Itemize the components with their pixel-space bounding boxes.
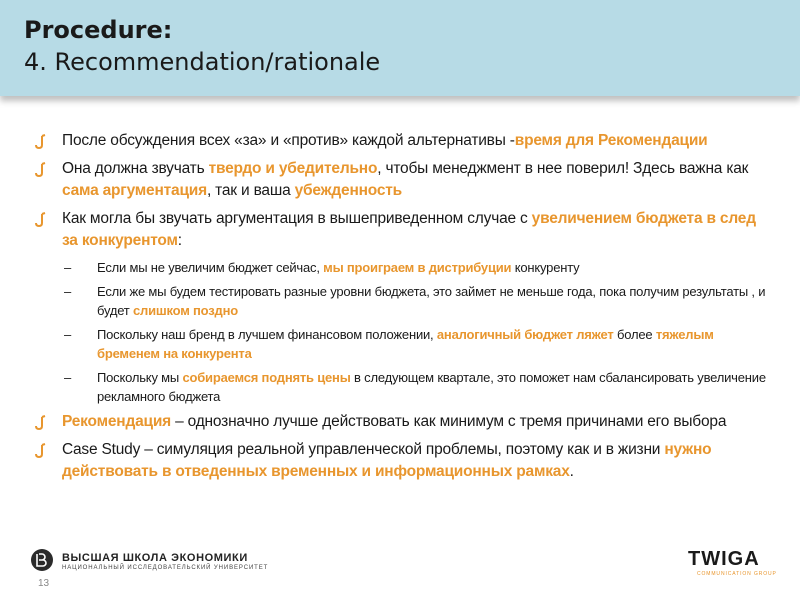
highlighted-text: аналогичный бюджет ляжет <box>436 327 614 342</box>
bullet-item <box>34 439 774 483</box>
bullet-text: Если мы не увеличим бюджет сейчас, <box>97 260 324 275</box>
bullet-item <box>34 158 774 202</box>
bullet-text: , так и ваша <box>206 182 295 199</box>
highlighted-text: убежденность <box>294 182 402 199</box>
sub-bullet-item <box>34 368 774 406</box>
slide-header <box>0 0 800 96</box>
hook-bullet-icon <box>34 161 46 177</box>
bullet-text: – однозначно лучше действовать как минимум с тремя причинами его выбора <box>171 413 727 430</box>
bullet-text: Поскольку мы <box>97 370 183 385</box>
twiga-logo: TWIGA <box>688 548 760 570</box>
slide-title: Procedure: <box>24 16 173 44</box>
highlighted-text: твердо и убедительно <box>208 160 378 177</box>
dash-bullet-icon: – <box>64 284 72 299</box>
highlighted-text: время для Рекомендации <box>514 132 708 149</box>
hse-logo-icon <box>30 548 54 572</box>
twiga-logo-subtitle: COMMUNICATION GROUP <box>697 571 777 577</box>
university-name-block <box>62 552 268 573</box>
bullet-text: конкуренту <box>511 260 580 275</box>
hook-bullet-icon <box>34 414 46 430</box>
highlighted-text: мы проиграем в дистрибуции <box>323 260 512 275</box>
bullet-text: более <box>613 327 656 342</box>
sub-bullet-item <box>34 325 774 363</box>
bullet-item <box>34 411 774 433</box>
highlighted-text: тяжелым бременем на конкурента <box>97 327 714 361</box>
page-number: 13 <box>38 578 50 589</box>
sub-bullet-item <box>34 282 774 320</box>
hook-bullet-icon <box>34 133 46 149</box>
dash-bullet-icon: – <box>64 260 72 275</box>
university-subtitle: НАЦИОНАЛЬНЫЙ ИССЛЕДОВАТЕЛЬСКИЙ УНИВЕРСИТЕТ <box>62 565 269 571</box>
bullet-item <box>34 208 774 252</box>
highlighted-text: Рекомендация <box>62 413 171 430</box>
hook-bullet-icon <box>34 211 46 227</box>
bullet-text: . <box>569 463 574 480</box>
dash-bullet-icon: – <box>64 370 72 385</box>
hook-bullet-icon <box>34 442 46 458</box>
bullet-item <box>34 130 774 152</box>
highlighted-text: увеличением бюджета в след за конкурентом <box>62 210 756 249</box>
dash-bullet-icon: – <box>64 327 72 342</box>
bullet-text: Если же мы будем тестировать разные уровни бюджета, это займет не меньше года, пока получим результаты , и будет <box>97 284 766 318</box>
university-name: ВЫСШАЯ ШКОЛА ЭКОНОМИКИ <box>62 552 248 564</box>
sub-bullet-item <box>34 258 774 277</box>
bullet-text: , чтобы менеджмент в нее поверил! Здесь важна как <box>377 160 749 177</box>
bullet-text: Как могла бы звучать аргументация в вышеприведенном случае с <box>62 210 532 227</box>
highlighted-text: собираемся поднять цены <box>182 370 351 385</box>
slide-subtitle: 4. Recommendation/rationale <box>24 48 381 76</box>
highlighted-text: нужно действовать в отведенных временных и информационных рамках <box>62 441 712 480</box>
bullet-text: Case Study – симуляция реальной управленческой проблемы, поэтому как и в жизни <box>62 441 665 458</box>
bullet-text: в следующем квартале, это поможет нам сбалансировать увеличение рекламного бюджета <box>97 370 766 404</box>
bullet-text: : <box>177 232 182 249</box>
bullet-list <box>34 130 774 489</box>
bullet-text: Она должна звучать <box>62 160 209 177</box>
highlighted-text: сама аргументация <box>62 182 207 199</box>
bullet-text: После обсуждения всех «за» и «против» каждой альтернативы - <box>62 132 515 149</box>
highlighted-text: слишком поздно <box>132 303 238 318</box>
bullet-text: Поскольку наш бренд в лучшем финансовом положении, <box>97 327 437 342</box>
